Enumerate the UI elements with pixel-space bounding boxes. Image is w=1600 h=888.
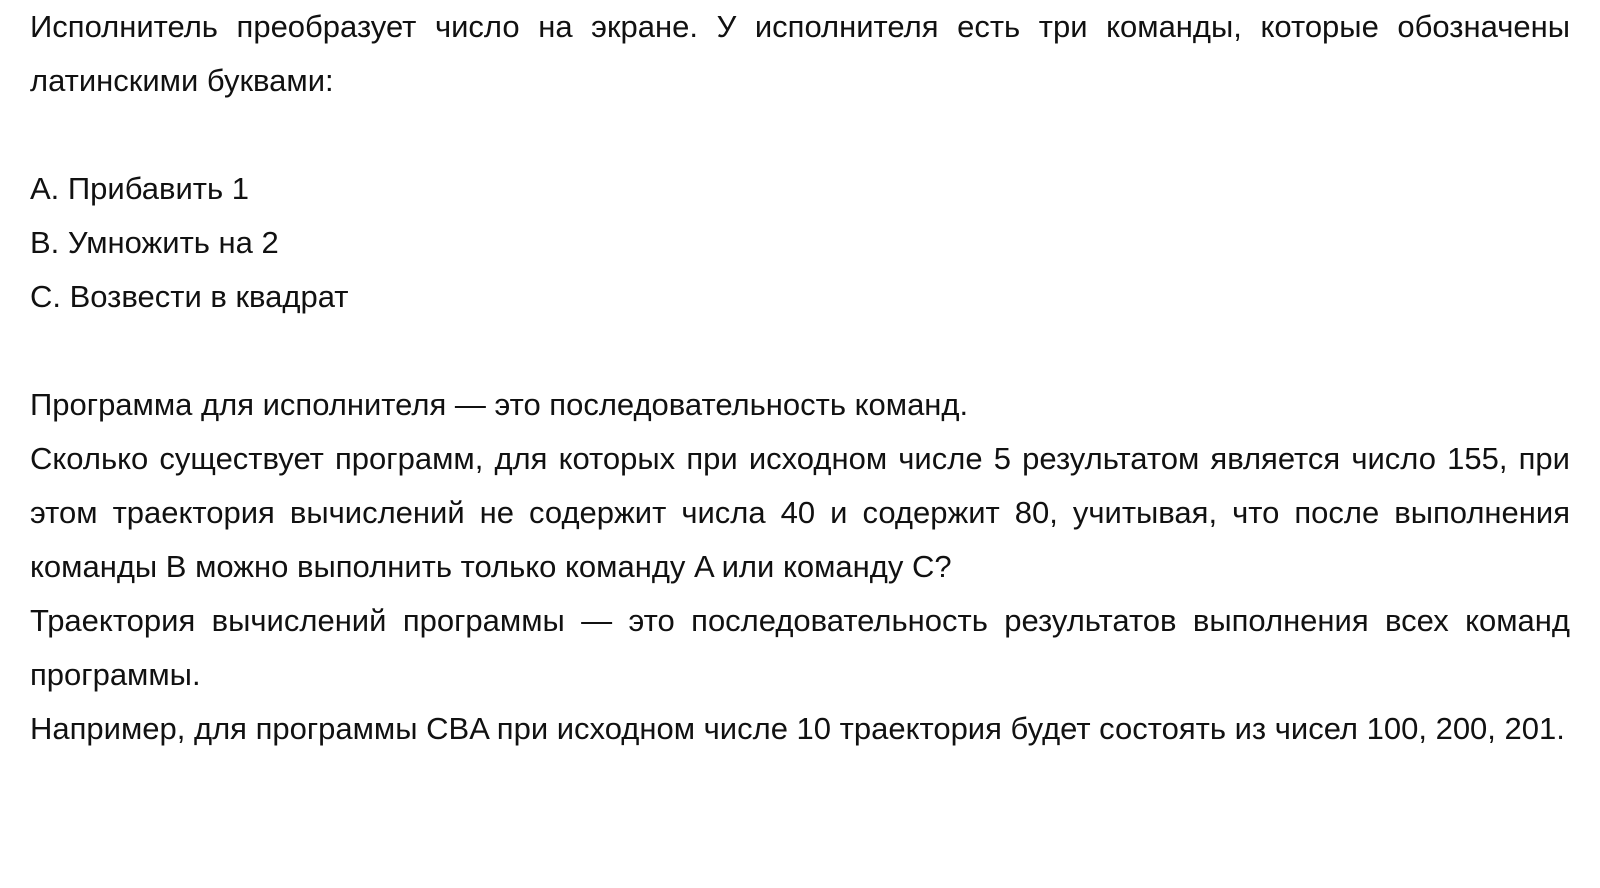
question-paragraph: Сколько существует программ, для которых при исходном числе 5 результатом является число 155, при этом траектория вычислений не содержит числа 40 и содержит 80, учитывая, что после выполнения команды B можно выполнить только команду A или команду C?	[30, 441, 1570, 584]
intro-paragraph: Исполнитель преобразует число на экране. У исполнителя есть три команды, которые обозначены латинскими буквами:	[30, 9, 1570, 98]
command-list	[30, 162, 1570, 324]
spacer	[30, 108, 1570, 162]
task-text	[30, 0, 1570, 756]
example-paragraph: Например, для программы CBA при исходном числе 10 траектория будет состоять из чисел 100, 200, 201.	[30, 711, 1565, 746]
trajectory-definition: Траектория вычислений программы — это последовательность результатов выполнения всех команд программы.	[30, 603, 1570, 692]
command-a: A. Прибавить 1	[30, 171, 250, 206]
command-c: C. Возвести в квадрат	[30, 279, 349, 314]
program-definition: Программа для исполнителя — это последовательность команд.	[30, 387, 969, 422]
command-b: B. Умножить на 2	[30, 225, 279, 260]
spacer	[30, 324, 1570, 378]
